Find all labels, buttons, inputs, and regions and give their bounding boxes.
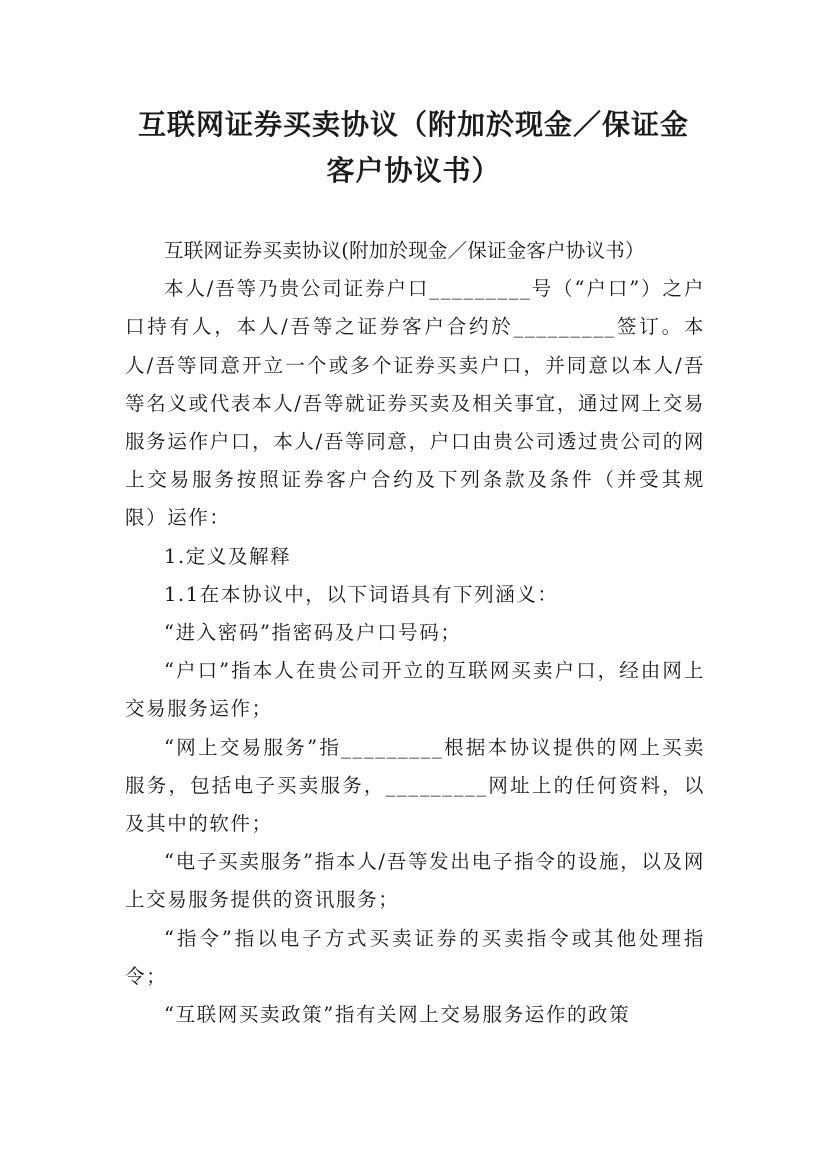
document-body	[125, 232, 705, 1034]
definition-internet-trading-policy: “互联网买卖政策”指有关网上交易服务运作的政策	[164, 1003, 631, 1027]
definition-access-code: “进入密码”指密码及户口号码；	[164, 621, 462, 645]
definition-online-trading-service: “网上交易服务”指_________根据本协议提供的网上买卖服务，包括电子买卖服务，_________网址上的任何资料，以及其中的软件；	[125, 735, 705, 836]
definition-account: “户口”指本人在贵公司开立的互联网买卖户口，经由网上交易服务运作；	[125, 659, 705, 721]
definition-instruction: “指令”指以电子方式买卖证券的买卖指令或其他处理指令；	[125, 926, 705, 988]
paragraph-intro: 本人/吾等乃贵公司证券户口_________号（“户口”）之户口持有人，本人/吾等之证券客户合约於_________签订。本人/吾等同意开立一个或多个证券买卖户口，并同意以本人/吾等名义或代表本人/吾等就证券买卖及相关事宜，通过网上交易服务运作户口，本人/吾等同意，户口由贵公司透过贵公司的网上交易服务按照证券客户合约及下列条款及条件（并受其规限）运作：	[125, 277, 705, 530]
definition-electronic-trading-service: “电子买卖服务”指本人/吾等发出电子指令的设施，以及网上交易服务提供的资讯服务；	[125, 850, 705, 912]
document-title-line-1: 互联网证券买卖协议（附加於现金／保证金	[137, 108, 689, 141]
clause-1-1: 1.1在本协议中，以下词语具有下列涵义：	[164, 582, 559, 606]
document-title-line-2: 客户协议书）	[326, 154, 501, 187]
document-title	[100, 102, 727, 194]
section-heading-definitions: 1.定义及解释	[164, 544, 292, 568]
paragraph-subtitle: 互联网证券买卖协议(附加於现金／保证金客户协议书）	[164, 239, 645, 262]
